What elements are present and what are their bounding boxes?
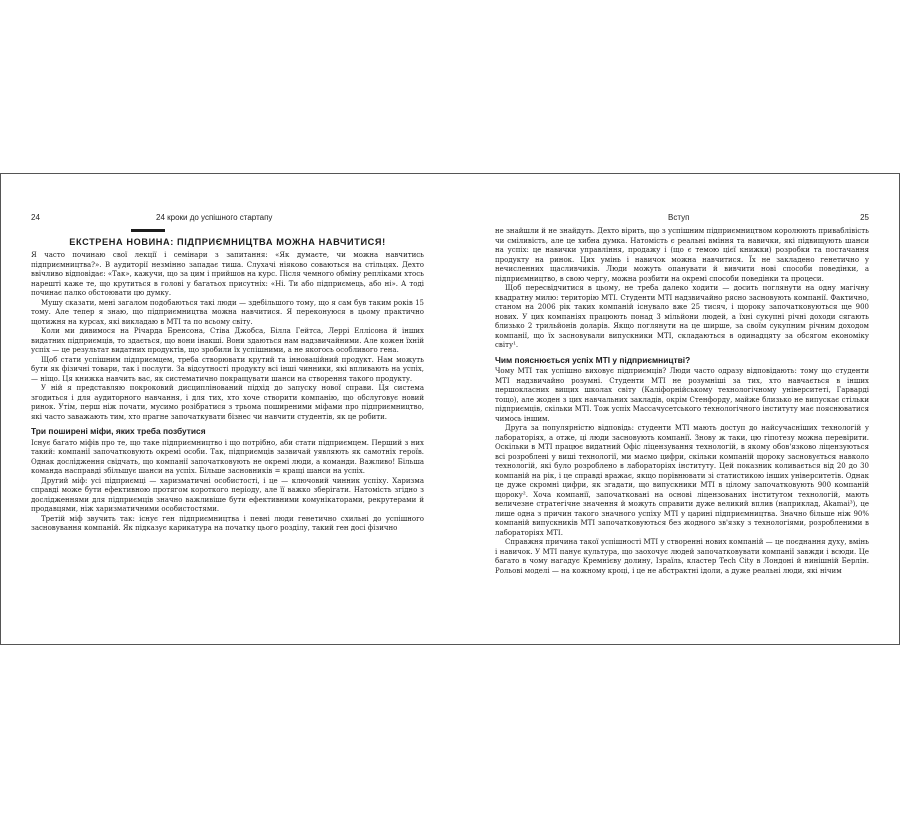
body-text	[495, 227, 869, 576]
left-page	[1, 174, 450, 644]
paragraph: не знайшли й не знайдуть. Дехто вірить, що з успішним підприємництвом королюють приваблівість чи сміливість, але це хибна думка. Натомість є реальні вміння та навички, які підвищують шанси на успіх: це навички управління, продажу і (що є темою цієї книжки) розробки та постачання продукту на ринок. Цих умінь і навичок можна навчитися. Їх не закладено генетично у нечисленних щасливчиків. Люди можуть опанувати й вивчити нові способи поведінки, а підприємництво, в свою чергу, можна розбити на окремі способи поведінки та процеси.	[495, 227, 869, 283]
paragraph: Я часто починаю свої лекції і семінари з запитання: «Як думаєте, чи можна навчитись підприємництва?». В аудиторії незмінно западає тиша. Слухачі ніяково соваються на стільцях. Дехто ввічливо відповідає: «Так», кажучи, що за цим і прийшов на курс. Після чемного обміну репліками хтось нарешті каже те, що крутиться в голові у багатьох присутніх: «Ні. Ти або підприємець, або ні». А тоді починає палко обстоювати цю думку.	[31, 251, 424, 297]
paragraph: Існує багато міфів про те, що таке підприємництво і що потрібно, аби стати підприємцем. Перший з них такий: компанії започатковують окремі особи. Так, підприємців зазвичай уявляють як самотніх героїв. Однак дослідження свідчать, що компанії започатковують не окремі люди, а команди. Важливо! Більша команда насправді збільшує шанси на успіх. Більше засновників = кращі шанси на успіх.	[31, 438, 424, 475]
running-title: Вступ	[668, 213, 690, 222]
decorative-bar	[131, 229, 165, 232]
paragraph: Чому МТІ так успішно виховує підприємців? Люди часто одразу відповідають: тому що студенти МТІ надзвичайно розумні. Студенти МТІ не розумніші за тих, хто навчається в інших першокласних вищих школах світу (Каліфорнійському технологічному університеті, Гарварді тощо), але жоден з цих навчальних закладів, окрім Стенфорду, майже близько не випускає стільки підприємців, скільки МТІ. Тож успіх Массачусетського технологічного інституту має пояснюватися чимось іншим.	[495, 367, 869, 423]
body-text	[31, 251, 424, 534]
paragraph: У ній я представляю покроковий дисциплінований підхід до запуску нової справи. Ця система згодиться і для аудиторного навчання, і для тих, хто хоче створити компанію, що обслуговує новий ринок. Утім, перш ніж почати, мусимо розібратися з трьома поширеними міфами про підприємництво, які часто заважають тим, хто прагне започаткувати бізнес чи навчити студентів, як це робити.	[31, 384, 424, 421]
banner-text: ЕКСТРЕНА НОВИНА: ПІДПРИЄМНИЦТВА МОЖНА НАВЧИТИСЯ!	[69, 237, 386, 247]
paragraph: Мушу сказати, мені загалом подобаються такі люди — здебільшого тому, що я сам був таким років 15 тому. Але тепер я знаю, що підприємництва можна навчитися. Я переконуюся в цьому практично щотижня на курсах, які викладаю в МТІ та по всьому світу.	[31, 298, 424, 326]
paragraph: Щоб стати успішним підприємцем, треба створювати крутий та інноваційний продукт. Нам можуть бути як фізичні товари, так і послуги. За відсутності продукту всі інші чинники, які впливають на успіх, — ніщо. Ця книжка навчить вас, як систематично покращувати шанси на створення такого продукту.	[31, 355, 424, 383]
section-banner	[31, 237, 424, 247]
right-page	[450, 174, 899, 644]
page-number: 24	[31, 213, 40, 222]
paragraph: Третій міф звучить так: існує ген підприємництва і певні люди генетично схильні до успішного засновування компаній. Як підказує карикатура на початку цього розділу, такий ген досі фізично	[31, 514, 424, 532]
running-header	[31, 213, 424, 227]
section-subheading: Чим пояснюється успіх МТІ у підприємництві?	[495, 354, 691, 365]
running-title: 24 кроки до успішного стартапу	[156, 213, 273, 222]
paragraph: Друга за популярністю відповідь: студенти МТІ мають доступ до найсучасніших технологій у лабораторіях, а отже, ці люди засновують компанії. Знову ж таки, цю гіпотезу можна перевірити. Оскільки в МТІ працює видатний Офіс ліцензування технологій, в якому обов'язково ліцензуються всі розроблені у виші технології, ми маємо цифри, скільки компаній щороку засновується навколо технологій, які було розроблено в лабораторіях інституту. Цей показник коливається від 20 до 30 компаній на рік, і це справді вражає, якщо порівнювати зі статистикою інших університетів. Однак це дуже скромні цифри, як згадати, що випускники МТІ в цілому започатковують 900 компаній щороку². Хоча компанії, започатковані на основі ліцензованих інститутом технологій, мають величезне стратегічне значення й можуть справити дуже великий вплив (наприклад, Akamai³), це лише одна з причин такого значного успіху МТІ у царині підприємництва. Значно більше ніж 90% компаній випускників МТІ започатковуються без жодного зв'язку з технологіями, розробленими в лабораторіях МТІ.	[495, 424, 869, 537]
section-subheading: Три поширені міфи, яких треба позбутися	[31, 426, 206, 436]
running-header	[495, 213, 869, 227]
paragraph: Справжня причина такої успішності МТІ у створенні нових компаній — це поєднання духу, вмінь і навичок. У МТІ панує культура, що заохочує людей започатковувати компанії завжди і всюди. Це багато в чому нагадує Кремнієву долину, Ізраїль, кластер Tech City в Лондоні й нинішній Берлін. Рольові моделі — на кожному кроці, і це не абстрактні ідоли, а дуже реальні люди, які нічим	[495, 538, 869, 575]
page-number: 25	[860, 213, 869, 222]
book-spread	[0, 173, 900, 645]
paragraph: Коли ми дивимося на Річарда Бренсона, Стіва Джобса, Білла Гейтса, Леррі Еллісона й інших видатних підприємців, то здається, що вони інакші. Вони здаються нам надзвичайними. Але кожен їхній успіх — це результат видатних продуктів, що зробили їх успішними, а не якогось особливого гена.	[31, 327, 424, 354]
paragraph: Другий міф: усі підприємці — харизматичні особистості, і це — ключовий чинник успіху. Харизма справді може бути ефективною протягом короткого періоду, але її важко зберігати. Натомість згідно з дослідженнями для підприємців значно важливіше бути ефективними комунікаторами, рекрутерами й продавцями, ніж харизматичними особистостями.	[31, 476, 424, 513]
paragraph: Щоб пересвідчитися в цьому, не треба далеко ходити — досить поглянути на одну магічну квадратну милю: територію МТІ. Студенти МТІ надзвичайно рясно засновують компанії. Фактично, станом на 2006 рік таких компаній існувало вже 25 тисяч, і щороку започатковуються ще 900 нових. У цих компаніях працюють понад 3 мільйони людей, а їхні сукупні річні доходи сягають близько 2 трильйонів доларів. Якщо поглянути на це ширше, за своїм сукупним річним доходом компанії, що їх засновували випускники МТІ, складаються в одинадцяту за обсягом економіку світу¹.	[495, 284, 869, 349]
